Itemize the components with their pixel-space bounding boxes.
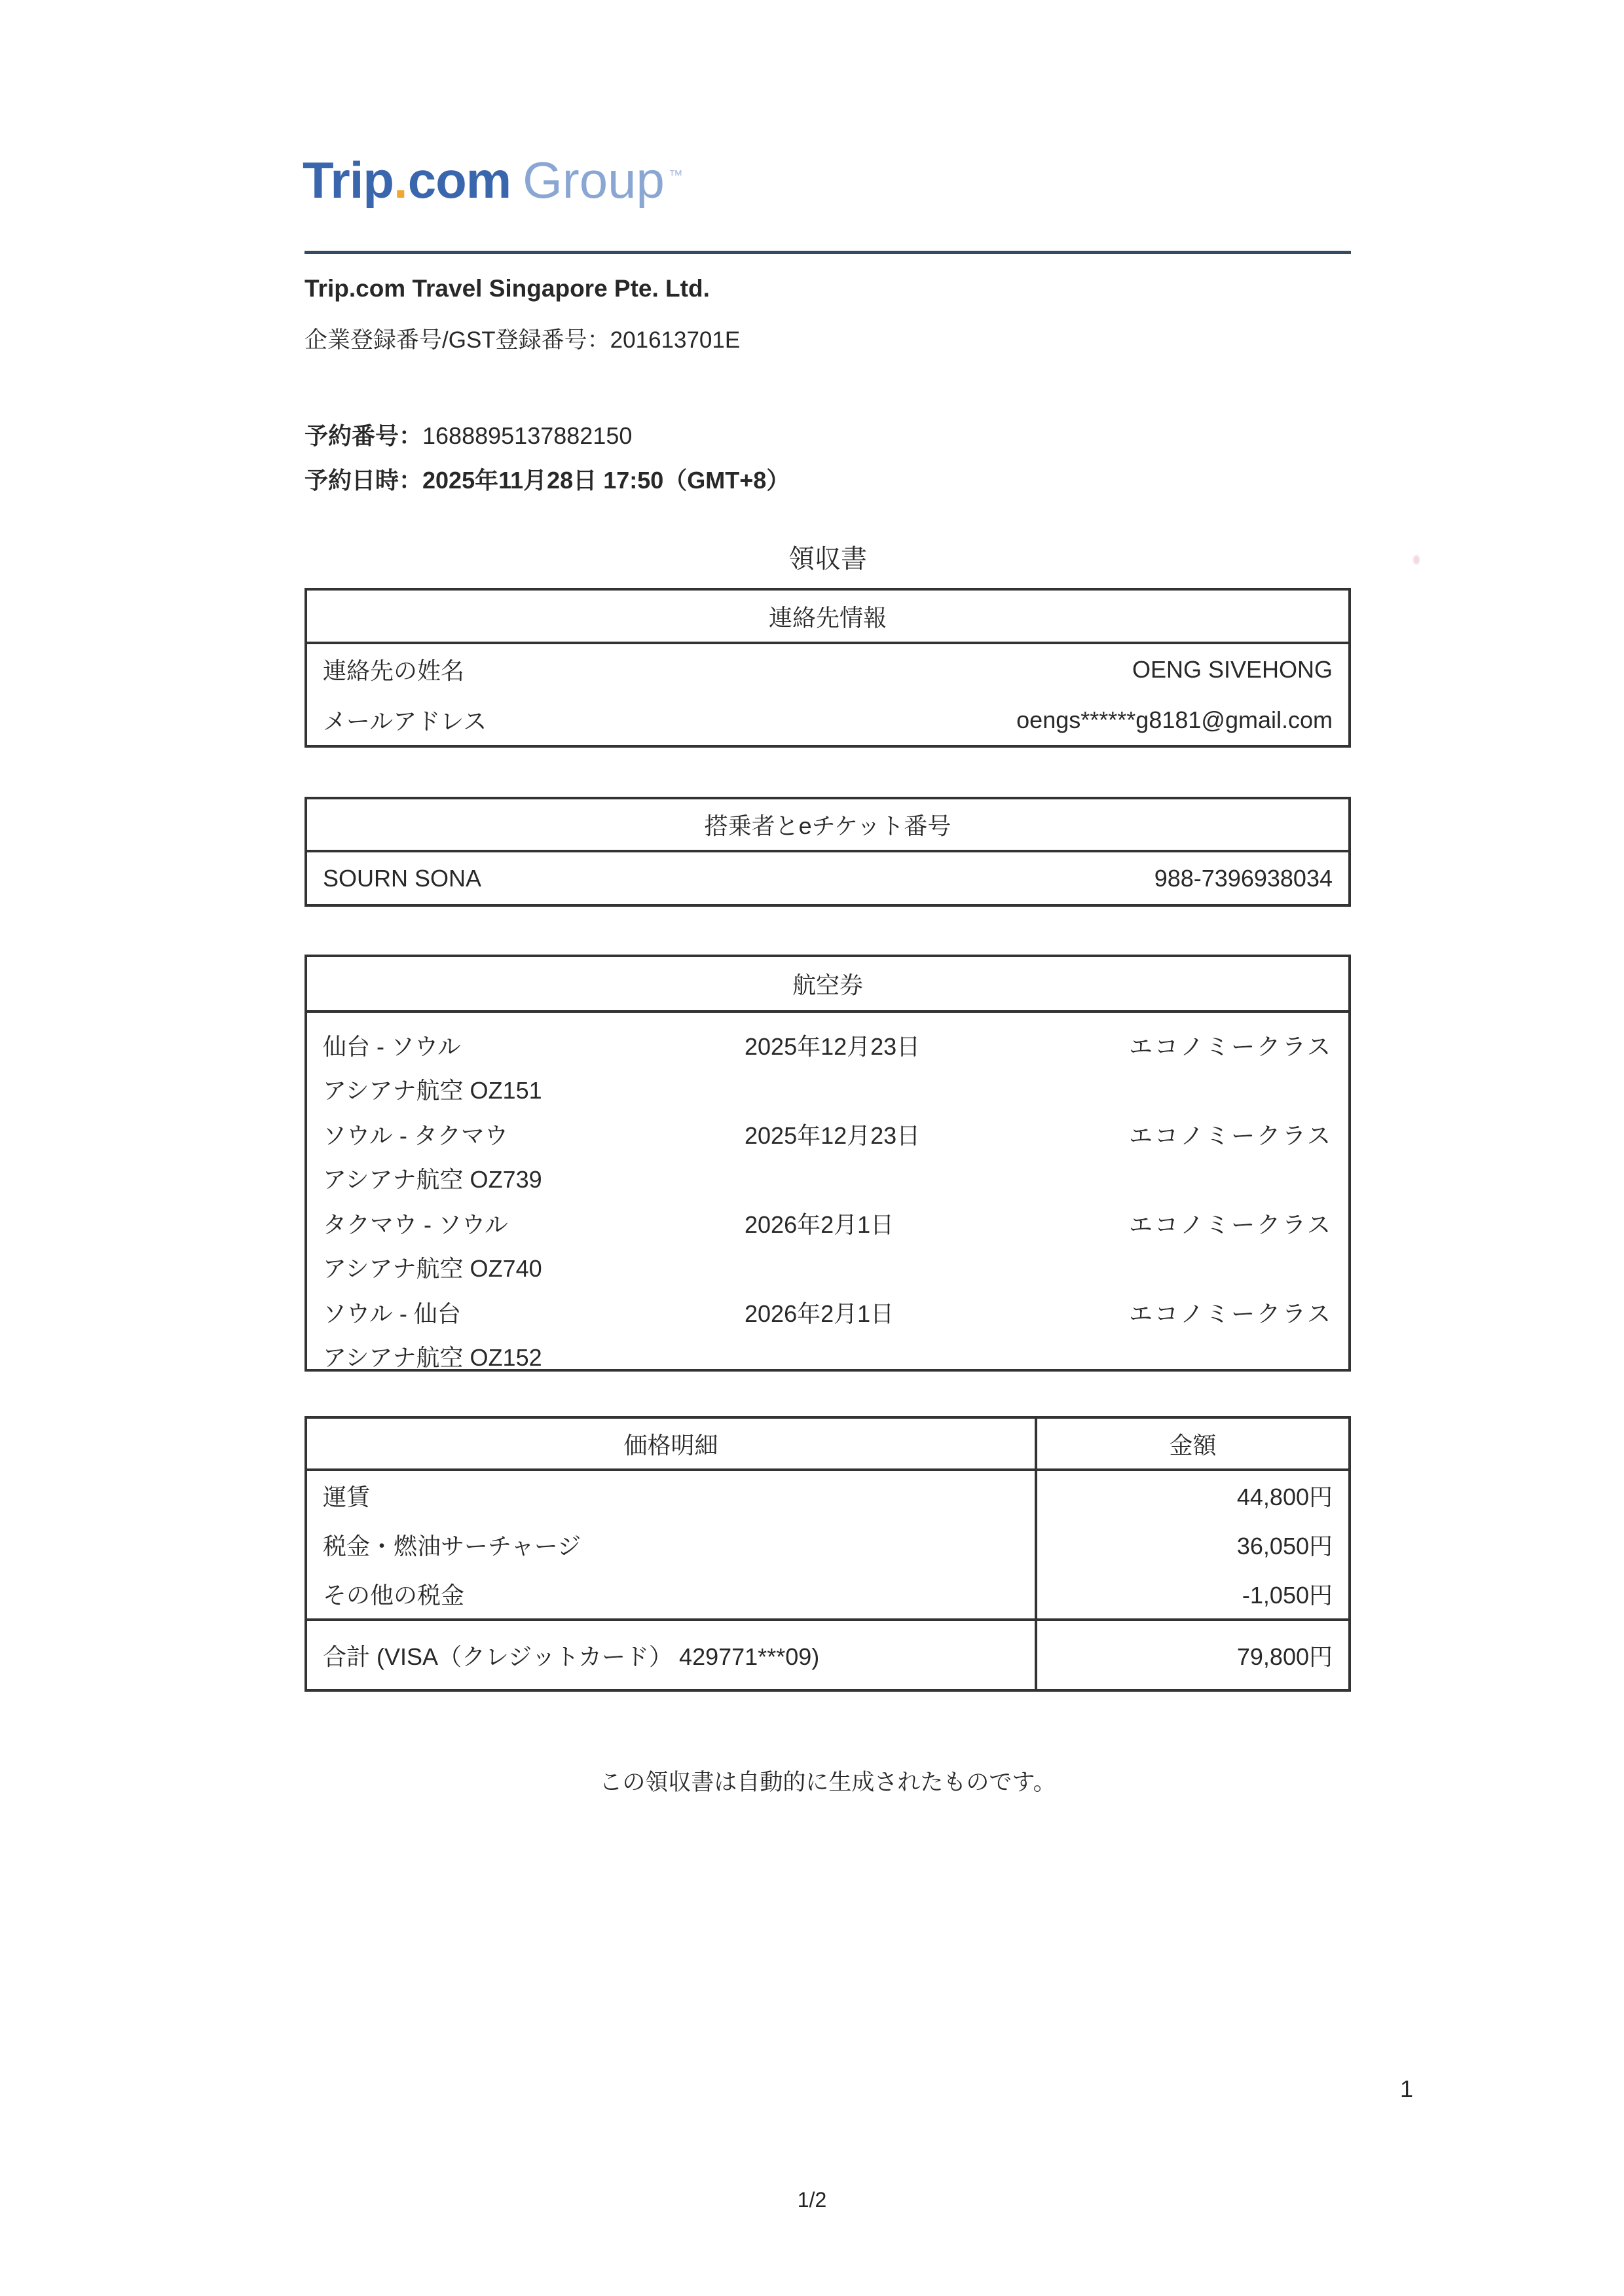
flight-date: 2025年12月23日 — [745, 1033, 921, 1060]
flight-route: タクマウ - ソウル — [323, 1211, 508, 1238]
price-total-row — [307, 1618, 1348, 1689]
price-table — [304, 1416, 1351, 1692]
page-number: 1 — [1400, 2075, 1414, 2102]
flight-route: ソウル - 仙台 — [323, 1300, 461, 1327]
price-amount: 36,050円 — [1035, 1520, 1348, 1569]
flight-cabin-class: エコノミークラス — [1129, 1122, 1333, 1149]
auto-generated-note: この領収書は自動的に生成されたものです。 — [599, 1770, 1056, 1795]
logo-trip-text: Trip — [303, 151, 394, 209]
contact-email-value: oengs******g8181@gmail.com — [1016, 706, 1333, 733]
price-label: 運賃 — [323, 1484, 371, 1510]
flight-date: 2026年2月1日 — [745, 1300, 895, 1327]
total-label: 合計 (VISA（クレジットカード） 429771***09) — [323, 1643, 820, 1670]
logo-group-text: Group — [523, 151, 665, 209]
flight-row — [307, 1191, 1348, 1280]
flight-route: 仙台 - ソウル — [323, 1033, 461, 1060]
contact-table — [304, 588, 1351, 748]
flight-date: 2026年2月1日 — [745, 1211, 895, 1238]
ticket-number: 988-7396938034 — [1154, 864, 1333, 892]
total-amount: 79,800円 — [1035, 1621, 1348, 1689]
flight-table — [304, 955, 1351, 1372]
flight-airline-number: アシアナ航空 OZ151 — [323, 1077, 542, 1104]
flight-row — [307, 1102, 1348, 1191]
contact-name-label: 連絡先の姓名 — [323, 657, 465, 684]
flight-table-header: 航空券 — [307, 957, 1348, 1013]
booking-datetime-label: 予約日時： — [304, 467, 423, 494]
company-name: Trip.com Travel Singapore Pte. Ltd. — [304, 275, 710, 302]
company-registration: 企業登録番号/GST登録番号：201613701E — [304, 327, 741, 353]
price-row — [307, 1471, 1348, 1520]
price-amount: 44,800円 — [1035, 1471, 1348, 1520]
price-row — [307, 1520, 1348, 1569]
page-indicator: 1/2 — [797, 2188, 827, 2212]
contact-name-row — [307, 644, 1348, 695]
passenger-row — [307, 852, 1348, 904]
price-header-amount: 金額 — [1035, 1419, 1348, 1468]
receipt-title: 領収書 — [788, 545, 867, 574]
passenger-table — [304, 797, 1351, 907]
price-table-header-row — [307, 1419, 1348, 1471]
flight-row — [307, 1013, 1348, 1102]
booking-number-row — [304, 418, 632, 451]
booking-number-value: 1688895137882150 — [422, 422, 633, 449]
contact-table-header: 連絡先情報 — [307, 591, 1348, 644]
passenger-name: SOURN SONA — [323, 864, 482, 892]
flight-airline-number: アシアナ航空 OZ740 — [323, 1255, 542, 1282]
contact-email-row — [307, 695, 1348, 745]
price-header-item: 価格明細 — [623, 1431, 718, 1459]
flight-route: ソウル - タクマウ — [323, 1122, 508, 1149]
flight-cabin-class: エコノミークラス — [1129, 1033, 1333, 1060]
flight-cabin-class: エコノミークラス — [1129, 1211, 1333, 1238]
price-label: その他の税金 — [323, 1582, 465, 1609]
tripcom-group-logo — [303, 143, 683, 213]
contact-name-value: OENG SIVEHONG — [1132, 655, 1333, 683]
booking-number-label: 予約番号： — [304, 422, 423, 449]
flight-airline-number: アシアナ航空 OZ739 — [323, 1166, 542, 1193]
trademark-icon: ™ — [668, 167, 683, 183]
booking-datetime-value: 2025年11月28日 17:50（GMT+8） — [422, 467, 790, 494]
price-row — [307, 1569, 1348, 1618]
flight-date: 2025年12月23日 — [745, 1122, 921, 1149]
booking-datetime-row — [304, 462, 790, 496]
logo-dot-icon: . — [394, 151, 408, 209]
price-amount: -1,050円 — [1035, 1569, 1348, 1618]
flight-cabin-class: エコノミークラス — [1129, 1300, 1333, 1327]
contact-email-label: メールアドレス — [323, 708, 487, 735]
logo-com-text: com — [407, 151, 511, 209]
flight-airline-number: アシアナ航空 OZ152 — [323, 1344, 542, 1371]
passenger-table-header: 搭乗者とeチケット番号 — [307, 799, 1348, 852]
brand-divider-line — [304, 251, 1351, 254]
scan-artifact-dot — [1413, 555, 1420, 564]
flight-row — [307, 1280, 1348, 1369]
price-label: 税金・燃油サーチャージ — [323, 1533, 581, 1559]
